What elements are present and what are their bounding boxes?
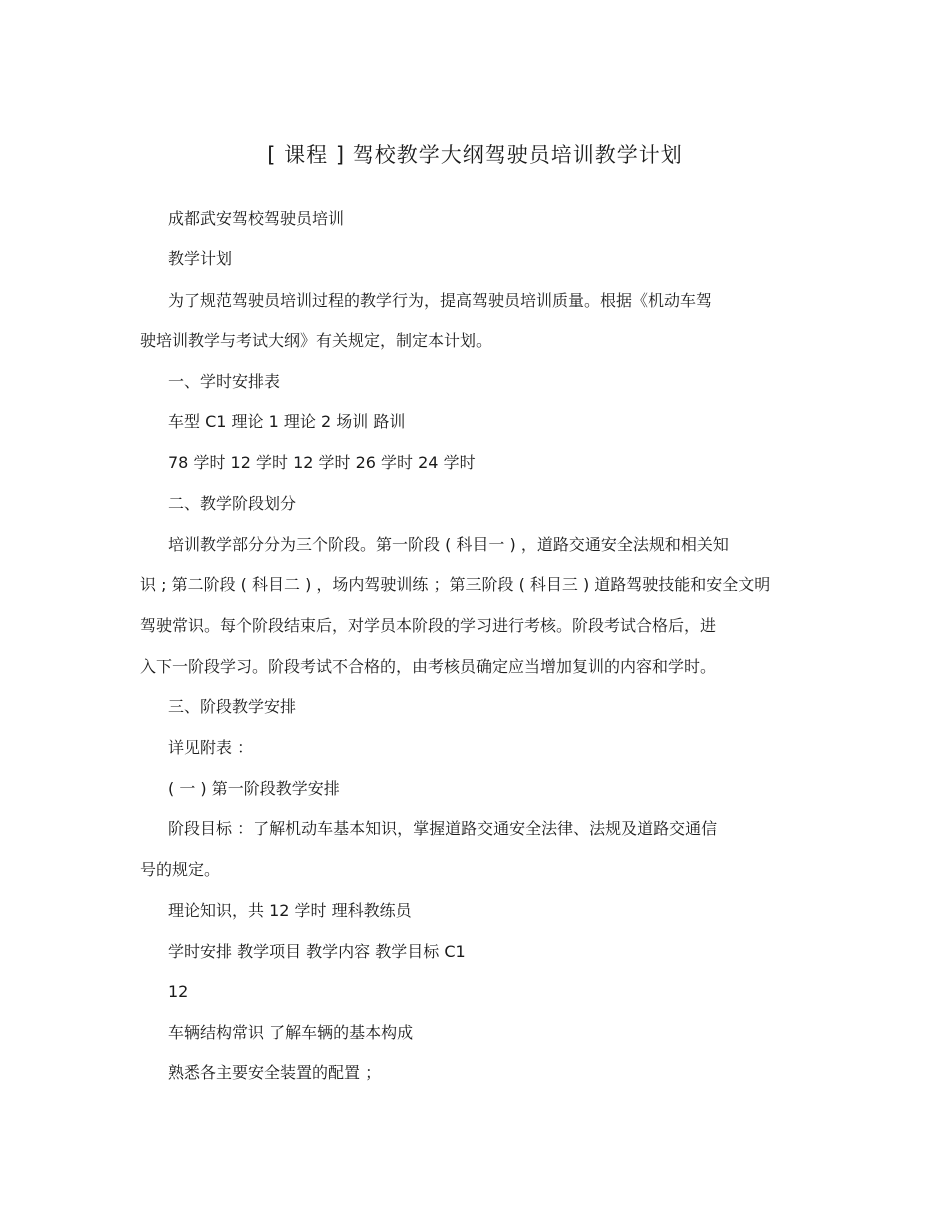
stages-paragraph-line: 识 ; 第二阶段 ( 科目二 ) ，场内驾驶训练 ；第三阶段 ( 科目三 ) 道路驾驶技能和安全文明 [140,575,771,594]
schedule-item-line: 车辆结构常识 了解车辆的基本构成 [168,1023,414,1042]
stage-goal-line: 阶段目标 ：了解机动车基本知识，掌握道路交通安全法律、法规及道路交通信 [168,819,718,838]
schedule-item-line: 熟悉各主要安全装置的配置 ； [168,1063,382,1082]
stages-paragraph-line: 入下一阶段学习。阶段考试不合格的，由考核员确定应当增加复训的内容和学时。 [140,657,717,676]
schedule-table-header-line: 学时安排 教学项目 教学内容 教学目标 C1 [168,942,466,961]
document-title: [ 课程 ] 驾校教学大纲驾驶员培训教学计划 [267,143,683,167]
section-heading: 一、学时安排表 [168,372,281,391]
theory-hours-line: 理论知识，共 12 学时 理科教练员 [168,901,412,920]
subsection-heading: ( 一 ) 第一阶段教学安排 [168,779,340,798]
see-appendix-line: 详见附表 ： [168,738,254,757]
schedule-hours-value: 12 [168,982,189,1001]
hours-table-values-line: 78 学时 12 学时 12 学时 26 学时 24 学时 [168,453,476,472]
stage-goal-line: 号的规定。 [140,860,221,879]
section-heading: 二、教学阶段划分 [168,494,297,513]
section-heading: 三、阶段教学安排 [168,697,297,716]
school-name-line: 成都武安驾校驾驶员培训 [168,209,345,228]
intro-paragraph-line: 为了规范驾驶员培训过程的教学行为，提高驾驶员培训质量。根据《机动车驾 [168,291,713,310]
stages-paragraph-line: 驾驶常识。每个阶段结束后，对学员本阶段的学习进行考核。阶段考试合格后，进 [140,616,717,635]
plan-heading-line: 教学计划 [168,249,233,268]
intro-paragraph-line: 驶培训教学与考试大纲》有关规定，制定本计划。 [140,331,493,350]
hours-table-header-line: 车型 C1 理论 1 理论 2 场训 路训 [168,412,406,431]
stages-paragraph-line: 培训教学部分分为三个阶段。第一阶段 ( 科目一 ) ，道路交通安全法规和相关知 [168,535,729,554]
